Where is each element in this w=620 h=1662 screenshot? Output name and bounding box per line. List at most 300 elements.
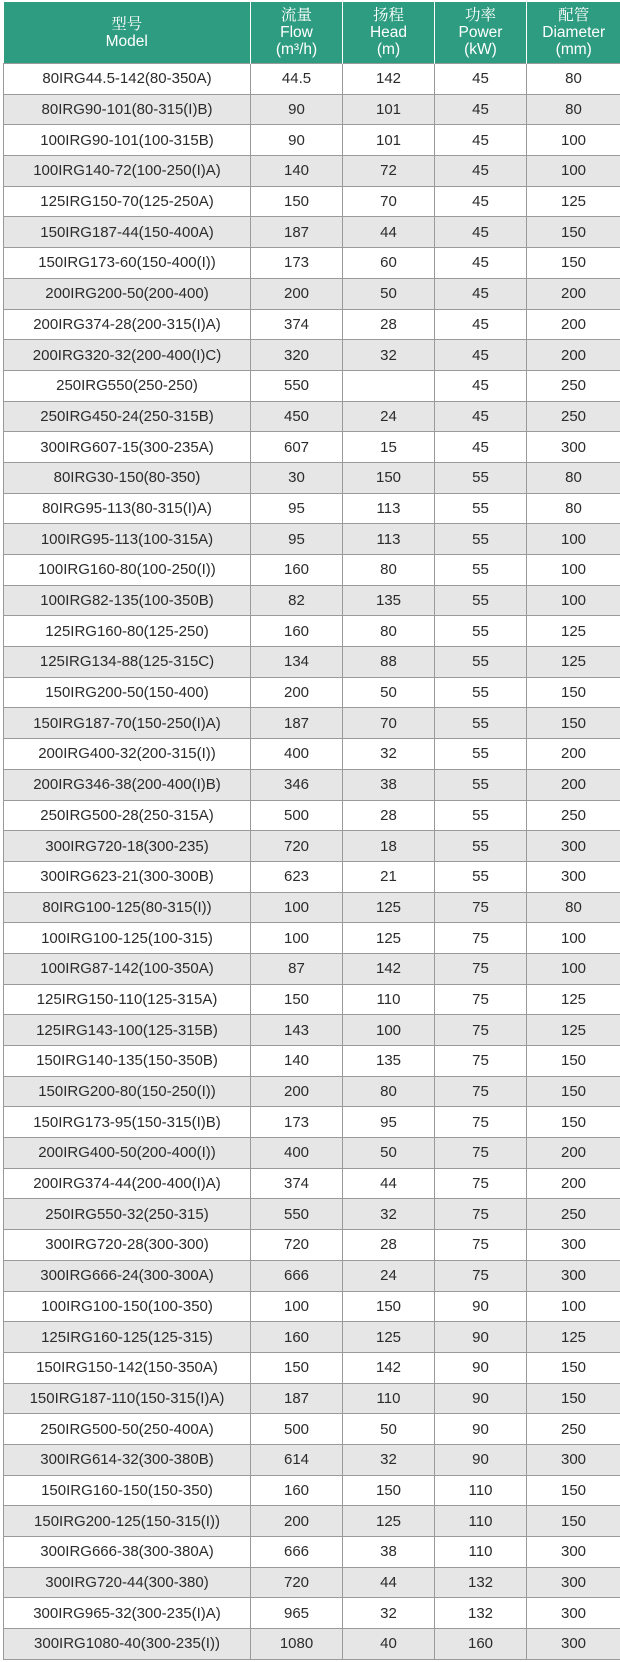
table-body bbox=[4, 64, 620, 1660]
table-row bbox=[4, 555, 620, 586]
head-cell: 32 bbox=[343, 739, 435, 770]
table-row bbox=[4, 647, 620, 678]
flow-cell: 614 bbox=[251, 1444, 343, 1475]
power-cell: 45 bbox=[435, 248, 527, 279]
flow-cell: 187 bbox=[251, 708, 343, 739]
power-cell: 160 bbox=[435, 1629, 527, 1660]
power-cell: 90 bbox=[435, 1291, 527, 1322]
model-cell: 150IRG150-142(150-350A) bbox=[4, 1352, 251, 1383]
head-cell: 142 bbox=[343, 64, 435, 95]
diameter-cell: 300 bbox=[527, 1537, 620, 1568]
flow-cell: 200 bbox=[251, 1506, 343, 1537]
flow-cell: 90 bbox=[251, 125, 343, 156]
flow-cell: 623 bbox=[251, 861, 343, 892]
model-cell: 100IRG87-142(100-350A) bbox=[4, 953, 251, 984]
table-row bbox=[4, 1414, 620, 1445]
diameter-cell: 150 bbox=[527, 1383, 620, 1414]
head-cell: 15 bbox=[343, 432, 435, 463]
table-row bbox=[4, 432, 620, 463]
model-cell: 300IRG623-21(300-300B) bbox=[4, 861, 251, 892]
head-cell: 125 bbox=[343, 892, 435, 923]
table-row bbox=[4, 1291, 620, 1322]
table-row bbox=[4, 1444, 620, 1475]
table-row bbox=[4, 309, 620, 340]
model-cell: 300IRG720-44(300-380) bbox=[4, 1567, 251, 1598]
diameter-cell: 300 bbox=[527, 1598, 620, 1629]
head-cell: 28 bbox=[343, 800, 435, 831]
diameter-cell: 200 bbox=[527, 309, 620, 340]
power-cell: 90 bbox=[435, 1322, 527, 1353]
table-row bbox=[4, 340, 620, 371]
header-diameter-en: Diameter bbox=[542, 24, 606, 41]
model-cell: 300IRG666-38(300-380A) bbox=[4, 1537, 251, 1568]
model-cell: 100IRG82-135(100-350B) bbox=[4, 585, 251, 616]
diameter-cell: 80 bbox=[527, 493, 620, 524]
power-cell: 55 bbox=[435, 555, 527, 586]
flow-cell: 100 bbox=[251, 923, 343, 954]
diameter-cell: 100 bbox=[527, 524, 620, 555]
head-cell: 142 bbox=[343, 953, 435, 984]
table-row bbox=[4, 769, 620, 800]
diameter-cell: 300 bbox=[527, 1567, 620, 1598]
head-cell: 101 bbox=[343, 94, 435, 125]
model-cell: 300IRG1080-40(300-235(I)) bbox=[4, 1629, 251, 1660]
flow-cell: 200 bbox=[251, 1076, 343, 1107]
model-cell: 150IRG200-80(150-250(I)) bbox=[4, 1076, 251, 1107]
power-cell: 55 bbox=[435, 616, 527, 647]
model-cell: 100IRG90-101(100-315B) bbox=[4, 125, 251, 156]
header-head-en: Head bbox=[369, 24, 408, 41]
model-cell: 100IRG140-72(100-250(I)A) bbox=[4, 156, 251, 187]
model-cell: 125IRG150-110(125-315A) bbox=[4, 984, 251, 1015]
flow-cell: 150 bbox=[251, 186, 343, 217]
header-model-en: Model bbox=[105, 32, 148, 50]
power-cell: 55 bbox=[435, 800, 527, 831]
power-cell: 90 bbox=[435, 1383, 527, 1414]
head-cell: 95 bbox=[343, 1107, 435, 1138]
table-row bbox=[4, 462, 620, 493]
flow-cell: 200 bbox=[251, 677, 343, 708]
flow-cell: 140 bbox=[251, 156, 343, 187]
model-cell: 300IRG965-32(300-235(I)A) bbox=[4, 1598, 251, 1629]
flow-cell: 500 bbox=[251, 1414, 343, 1445]
header-power-unit: (kW) bbox=[464, 41, 497, 58]
flow-cell: 173 bbox=[251, 248, 343, 279]
power-cell: 75 bbox=[435, 1230, 527, 1261]
table-header bbox=[4, 2, 620, 64]
power-cell: 45 bbox=[435, 309, 527, 340]
table-row bbox=[4, 585, 620, 616]
model-cell: 100IRG95-113(100-315A) bbox=[4, 524, 251, 555]
diameter-cell: 300 bbox=[527, 1260, 620, 1291]
head-cell: 28 bbox=[343, 309, 435, 340]
model-cell: 80IRG44.5-142(80-350A) bbox=[4, 64, 251, 95]
head-cell: 21 bbox=[343, 861, 435, 892]
model-cell: 80IRG30-150(80-350) bbox=[4, 462, 251, 493]
power-cell: 132 bbox=[435, 1598, 527, 1629]
flow-cell: 150 bbox=[251, 1352, 343, 1383]
diameter-cell: 80 bbox=[527, 462, 620, 493]
power-cell: 45 bbox=[435, 186, 527, 217]
table-row bbox=[4, 616, 620, 647]
head-cell: 80 bbox=[343, 1076, 435, 1107]
table-row bbox=[4, 1567, 620, 1598]
model-cell: 300IRG666-24(300-300A) bbox=[4, 1260, 251, 1291]
diameter-cell: 150 bbox=[527, 1475, 620, 1506]
model-cell: 200IRG400-32(200-315(I)) bbox=[4, 739, 251, 770]
model-cell: 150IRG140-135(150-350B) bbox=[4, 1046, 251, 1077]
model-cell: 300IRG720-28(300-300) bbox=[4, 1230, 251, 1261]
flow-cell: 143 bbox=[251, 1015, 343, 1046]
head-cell: 70 bbox=[343, 186, 435, 217]
model-cell: 200IRG400-50(200-400(I)) bbox=[4, 1138, 251, 1169]
diameter-cell: 250 bbox=[527, 1414, 620, 1445]
model-cell: 300IRG720-18(300-235) bbox=[4, 831, 251, 862]
head-cell: 50 bbox=[343, 677, 435, 708]
flow-cell: 450 bbox=[251, 401, 343, 432]
model-cell: 300IRG614-32(300-380B) bbox=[4, 1444, 251, 1475]
model-cell: 200IRG320-32(200-400(I)C) bbox=[4, 340, 251, 371]
power-cell: 55 bbox=[435, 861, 527, 892]
head-cell: 135 bbox=[343, 585, 435, 616]
model-cell: 150IRG187-70(150-250(I)A) bbox=[4, 708, 251, 739]
head-cell: 32 bbox=[343, 1598, 435, 1629]
flow-cell: 160 bbox=[251, 616, 343, 647]
table-row bbox=[4, 708, 620, 739]
head-cell: 113 bbox=[343, 493, 435, 524]
header-flow-zh: 流量 bbox=[280, 7, 312, 24]
diameter-cell: 150 bbox=[527, 677, 620, 708]
diameter-cell: 125 bbox=[527, 186, 620, 217]
flow-cell: 187 bbox=[251, 217, 343, 248]
head-cell: 18 bbox=[343, 831, 435, 862]
table-row bbox=[4, 94, 620, 125]
head-cell: 125 bbox=[343, 923, 435, 954]
diameter-cell: 80 bbox=[527, 892, 620, 923]
table-row bbox=[4, 892, 620, 923]
header-flow-unit: (m³/h) bbox=[275, 41, 318, 58]
table-row bbox=[4, 248, 620, 279]
head-cell: 110 bbox=[343, 1383, 435, 1414]
power-cell: 45 bbox=[435, 401, 527, 432]
model-cell: 250IRG450-24(250-315B) bbox=[4, 401, 251, 432]
flow-cell: 550 bbox=[251, 370, 343, 401]
table-row bbox=[4, 1199, 620, 1230]
table-row bbox=[4, 1230, 620, 1261]
header-model-zh: 型号 bbox=[111, 15, 143, 33]
flow-cell: 550 bbox=[251, 1199, 343, 1230]
table-row bbox=[4, 524, 620, 555]
power-cell: 45 bbox=[435, 94, 527, 125]
head-cell: 44 bbox=[343, 1567, 435, 1598]
flow-cell: 500 bbox=[251, 800, 343, 831]
table-row bbox=[4, 831, 620, 862]
flow-cell: 90 bbox=[251, 94, 343, 125]
model-cell: 80IRG90-101(80-315(I)B) bbox=[4, 94, 251, 125]
model-cell: 125IRG150-70(125-250A) bbox=[4, 186, 251, 217]
model-cell: 250IRG550(250-250) bbox=[4, 370, 251, 401]
diameter-cell: 150 bbox=[527, 708, 620, 739]
table-row bbox=[4, 1537, 620, 1568]
model-cell: 100IRG160-80(100-250(I)) bbox=[4, 555, 251, 586]
header-diameter-unit: (mm) bbox=[555, 41, 592, 58]
head-cell: 28 bbox=[343, 1230, 435, 1261]
head-cell: 32 bbox=[343, 1199, 435, 1230]
header-diameter bbox=[527, 2, 620, 64]
table-row bbox=[4, 186, 620, 217]
power-cell: 110 bbox=[435, 1506, 527, 1537]
diameter-cell: 150 bbox=[527, 1506, 620, 1537]
table-row bbox=[4, 677, 620, 708]
model-cell: 150IRG200-125(150-315(I)) bbox=[4, 1506, 251, 1537]
table-row bbox=[4, 493, 620, 524]
diameter-cell: 300 bbox=[527, 1230, 620, 1261]
model-cell: 200IRG346-38(200-400(I)B) bbox=[4, 769, 251, 800]
table-row bbox=[4, 984, 620, 1015]
pump-spec-table bbox=[3, 2, 620, 1660]
model-cell: 100IRG100-150(100-350) bbox=[4, 1291, 251, 1322]
power-cell: 75 bbox=[435, 1046, 527, 1077]
diameter-cell: 100 bbox=[527, 156, 620, 187]
power-cell: 75 bbox=[435, 1138, 527, 1169]
table-row bbox=[4, 1046, 620, 1077]
power-cell: 132 bbox=[435, 1567, 527, 1598]
model-cell: 150IRG173-95(150-315(I)B) bbox=[4, 1107, 251, 1138]
flow-cell: 95 bbox=[251, 493, 343, 524]
model-cell: 150IRG187-110(150-315(I)A) bbox=[4, 1383, 251, 1414]
model-cell: 150IRG200-50(150-400) bbox=[4, 677, 251, 708]
diameter-cell: 300 bbox=[527, 1444, 620, 1475]
header-power-zh: 功率 bbox=[464, 7, 496, 24]
power-cell: 45 bbox=[435, 370, 527, 401]
diameter-cell: 100 bbox=[527, 953, 620, 984]
flow-cell: 95 bbox=[251, 524, 343, 555]
flow-cell: 100 bbox=[251, 1291, 343, 1322]
table-row bbox=[4, 953, 620, 984]
power-cell: 45 bbox=[435, 432, 527, 463]
model-cell: 80IRG100-125(80-315(I)) bbox=[4, 892, 251, 923]
table-row bbox=[4, 64, 620, 95]
flow-cell: 720 bbox=[251, 1230, 343, 1261]
flow-cell: 346 bbox=[251, 769, 343, 800]
header-power-en: Power bbox=[458, 24, 503, 41]
power-cell: 45 bbox=[435, 217, 527, 248]
power-cell: 75 bbox=[435, 923, 527, 954]
power-cell: 55 bbox=[435, 739, 527, 770]
header-head-zh: 扬程 bbox=[372, 7, 404, 24]
table-row bbox=[4, 1015, 620, 1046]
table-row bbox=[4, 800, 620, 831]
model-cell: 200IRG374-44(200-400(I)A) bbox=[4, 1168, 251, 1199]
diameter-cell: 150 bbox=[527, 1352, 620, 1383]
header-row bbox=[4, 2, 620, 64]
model-cell: 300IRG607-15(300-235A) bbox=[4, 432, 251, 463]
flow-cell: 44.5 bbox=[251, 64, 343, 95]
head-cell: 125 bbox=[343, 1506, 435, 1537]
head-cell: 150 bbox=[343, 462, 435, 493]
head-cell: 150 bbox=[343, 1475, 435, 1506]
flow-cell: 87 bbox=[251, 953, 343, 984]
header-head bbox=[343, 2, 435, 64]
head-cell: 100 bbox=[343, 1015, 435, 1046]
head-cell: 44 bbox=[343, 217, 435, 248]
header-head-unit: (m) bbox=[376, 41, 401, 58]
table-row bbox=[4, 1383, 620, 1414]
head-cell bbox=[343, 370, 435, 401]
diameter-cell: 250 bbox=[527, 370, 620, 401]
diameter-cell: 250 bbox=[527, 800, 620, 831]
model-cell: 100IRG100-125(100-315) bbox=[4, 923, 251, 954]
head-cell: 125 bbox=[343, 1322, 435, 1353]
model-cell: 150IRG173-60(150-400(I)) bbox=[4, 248, 251, 279]
model-cell: 200IRG374-28(200-315(I)A) bbox=[4, 309, 251, 340]
flow-cell: 965 bbox=[251, 1598, 343, 1629]
header-power bbox=[435, 2, 527, 64]
flow-cell: 1080 bbox=[251, 1629, 343, 1660]
head-cell: 60 bbox=[343, 248, 435, 279]
flow-cell: 160 bbox=[251, 555, 343, 586]
diameter-cell: 200 bbox=[527, 739, 620, 770]
power-cell: 75 bbox=[435, 892, 527, 923]
diameter-cell: 100 bbox=[527, 1291, 620, 1322]
diameter-cell: 200 bbox=[527, 769, 620, 800]
model-cell: 200IRG200-50(200-400) bbox=[4, 278, 251, 309]
power-cell: 75 bbox=[435, 1199, 527, 1230]
diameter-cell: 200 bbox=[527, 340, 620, 371]
head-cell: 70 bbox=[343, 708, 435, 739]
diameter-cell: 300 bbox=[527, 1629, 620, 1660]
power-cell: 45 bbox=[435, 156, 527, 187]
diameter-cell: 150 bbox=[527, 1046, 620, 1077]
head-cell: 150 bbox=[343, 1291, 435, 1322]
power-cell: 55 bbox=[435, 462, 527, 493]
flow-cell: 720 bbox=[251, 1567, 343, 1598]
diameter-cell: 300 bbox=[527, 831, 620, 862]
diameter-cell: 80 bbox=[527, 94, 620, 125]
model-cell: 250IRG550-32(250-315) bbox=[4, 1199, 251, 1230]
flow-cell: 666 bbox=[251, 1537, 343, 1568]
diameter-cell: 150 bbox=[527, 1107, 620, 1138]
table-row bbox=[4, 1322, 620, 1353]
header-diameter-zh: 配管 bbox=[558, 7, 590, 24]
flow-cell: 160 bbox=[251, 1475, 343, 1506]
diameter-cell: 125 bbox=[527, 1015, 620, 1046]
head-cell: 101 bbox=[343, 125, 435, 156]
head-cell: 44 bbox=[343, 1168, 435, 1199]
power-cell: 75 bbox=[435, 1107, 527, 1138]
power-cell: 75 bbox=[435, 953, 527, 984]
flow-cell: 134 bbox=[251, 647, 343, 678]
head-cell: 32 bbox=[343, 1444, 435, 1475]
power-cell: 55 bbox=[435, 677, 527, 708]
table-row bbox=[4, 401, 620, 432]
model-cell: 125IRG160-80(125-250) bbox=[4, 616, 251, 647]
power-cell: 110 bbox=[435, 1475, 527, 1506]
head-cell: 80 bbox=[343, 555, 435, 586]
power-cell: 45 bbox=[435, 340, 527, 371]
model-cell: 80IRG95-113(80-315(I)A) bbox=[4, 493, 251, 524]
diameter-cell: 150 bbox=[527, 248, 620, 279]
power-cell: 55 bbox=[435, 524, 527, 555]
table-row bbox=[4, 370, 620, 401]
table-row bbox=[4, 739, 620, 770]
diameter-cell: 80 bbox=[527, 64, 620, 95]
header-flow-en: Flow bbox=[280, 24, 313, 41]
model-cell: 125IRG134-88(125-315C) bbox=[4, 647, 251, 678]
head-cell: 135 bbox=[343, 1046, 435, 1077]
head-cell: 72 bbox=[343, 156, 435, 187]
head-cell: 32 bbox=[343, 340, 435, 371]
table-row bbox=[4, 1107, 620, 1138]
flow-cell: 374 bbox=[251, 309, 343, 340]
head-cell: 142 bbox=[343, 1352, 435, 1383]
flow-cell: 200 bbox=[251, 278, 343, 309]
power-cell: 75 bbox=[435, 1168, 527, 1199]
diameter-cell: 125 bbox=[527, 647, 620, 678]
power-cell: 55 bbox=[435, 493, 527, 524]
power-cell: 75 bbox=[435, 1260, 527, 1291]
power-cell: 75 bbox=[435, 1076, 527, 1107]
flow-cell: 720 bbox=[251, 831, 343, 862]
power-cell: 90 bbox=[435, 1352, 527, 1383]
head-cell: 110 bbox=[343, 984, 435, 1015]
table-row bbox=[4, 156, 620, 187]
model-cell: 125IRG143-100(125-315B) bbox=[4, 1015, 251, 1046]
diameter-cell: 125 bbox=[527, 984, 620, 1015]
head-cell: 88 bbox=[343, 647, 435, 678]
power-cell: 55 bbox=[435, 769, 527, 800]
power-cell: 55 bbox=[435, 585, 527, 616]
model-cell: 250IRG500-28(250-315A) bbox=[4, 800, 251, 831]
head-cell: 50 bbox=[343, 1138, 435, 1169]
table-row bbox=[4, 1506, 620, 1537]
table-row bbox=[4, 1168, 620, 1199]
diameter-cell: 100 bbox=[527, 125, 620, 156]
header-model bbox=[4, 2, 251, 64]
table-row bbox=[4, 1260, 620, 1291]
power-cell: 55 bbox=[435, 708, 527, 739]
table-row bbox=[4, 1138, 620, 1169]
diameter-cell: 100 bbox=[527, 923, 620, 954]
diameter-cell: 125 bbox=[527, 1322, 620, 1353]
power-cell: 90 bbox=[435, 1444, 527, 1475]
flow-cell: 30 bbox=[251, 462, 343, 493]
flow-cell: 187 bbox=[251, 1383, 343, 1414]
table-row bbox=[4, 1352, 620, 1383]
power-cell: 45 bbox=[435, 125, 527, 156]
flow-cell: 666 bbox=[251, 1260, 343, 1291]
flow-cell: 150 bbox=[251, 984, 343, 1015]
table-row bbox=[4, 1629, 620, 1660]
diameter-cell: 200 bbox=[527, 1138, 620, 1169]
diameter-cell: 150 bbox=[527, 1076, 620, 1107]
model-cell: 150IRG187-44(150-400A) bbox=[4, 217, 251, 248]
power-cell: 45 bbox=[435, 64, 527, 95]
power-cell: 55 bbox=[435, 831, 527, 862]
diameter-cell: 200 bbox=[527, 1168, 620, 1199]
diameter-cell: 125 bbox=[527, 616, 620, 647]
head-cell: 24 bbox=[343, 1260, 435, 1291]
table-row bbox=[4, 217, 620, 248]
power-cell: 45 bbox=[435, 278, 527, 309]
head-cell: 80 bbox=[343, 616, 435, 647]
diameter-cell: 100 bbox=[527, 585, 620, 616]
flow-cell: 82 bbox=[251, 585, 343, 616]
table-row bbox=[4, 923, 620, 954]
power-cell: 75 bbox=[435, 1015, 527, 1046]
head-cell: 38 bbox=[343, 1537, 435, 1568]
flow-cell: 160 bbox=[251, 1322, 343, 1353]
